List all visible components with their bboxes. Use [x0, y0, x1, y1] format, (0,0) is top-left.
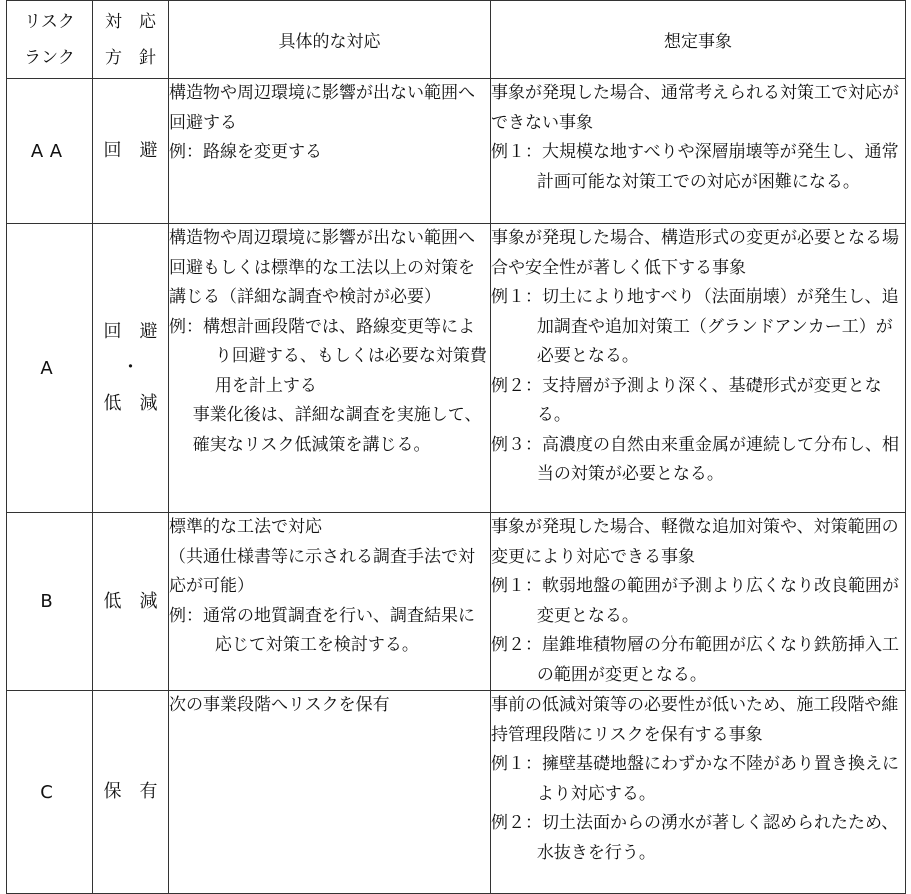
table-row — [7, 224, 906, 513]
event-cell: 事象が発現した場合、通常考えられる対策工で対応ができない事象 例１：大規模な地すべりや深層崩壊等が発生し、通常計画可能な対策工での対応が困難になる。 — [491, 79, 906, 224]
action-cell: 構造物や周辺環境に影響が出ない範囲へ回避もしくは標準的な工法以上の対策を講じる（詳細な調査や検討が必要） 例：構想計画段階では、路線変更等により回避する、もしくは必要な対策費用を計上する 事業化後は、詳細な調査を実施して、確実なリスク低減策を講じる。 — [169, 224, 491, 513]
risk-rank-cell: A — [7, 224, 93, 513]
action-cell: 標準的な工法で対応 （共通仕様書等に示される調査手法で対応が可能） 例：通常の地質調査を行い、調査結果に応じて対策工を検討する。 — [169, 513, 491, 691]
policy-cell: 回 避 ・ 低 減 — [93, 224, 169, 513]
event-cell: 事前の低減対策等の必要性が低いため、施工段階や維持管理段階にリスクを保有する事象 例１：擁壁基礎地盤にわずかな不陸があり置き換えにより対応する。 例２：切土法面からの湧水が著しく認められたため、水抜きを行う。 — [491, 691, 906, 894]
table-row — [7, 513, 906, 691]
risk-table-container — [6, 0, 905, 894]
event-cell: 事象が発現した場合、構造形式の変更が必要となる場合や安全性が著しく低下する事象 例１：切土により地すべり（法面崩壊）が発生し、追加調査や追加対策工（グランドアンカー工）が必要となる。 例２：支持層が予測より深く、基礎形式が変更となる。 例３：高濃度の自然由来重金属が連続して分布し、相当の対策が必要となる。 — [491, 224, 906, 513]
risk-rank-cell: C — [7, 691, 93, 894]
header-policy: 対 応 方 針 — [93, 1, 169, 79]
risk-rank-cell: B — [7, 513, 93, 691]
header-risk-rank: リスク ランク — [7, 1, 93, 79]
risk-rank-cell: AA — [7, 79, 93, 224]
policy-cell: 保 有 — [93, 691, 169, 894]
event-cell: 事象が発現した場合、軽微な追加対策や、対策範囲の変更により対応できる事象 例１：軟弱地盤の範囲が予測より広くなり改良範囲が変更となる。 例２：崖錐堆積物層の分布範囲が広くなり鉄筋挿入工の範囲が変更となる。 — [491, 513, 906, 691]
header-event: 想定事象 — [491, 1, 906, 79]
policy-cell: 回 避 — [93, 79, 169, 224]
policy-cell: 低 減 — [93, 513, 169, 691]
table-row — [7, 79, 906, 224]
header-row — [7, 1, 906, 79]
header-action: 具体的な対応 — [169, 1, 491, 79]
table-row — [7, 691, 906, 894]
risk-table — [6, 0, 906, 894]
action-cell: 構造物や周辺環境に影響が出ない範囲へ回避する 例：路線を変更する — [169, 79, 491, 224]
action-cell: 次の事業段階へリスクを保有 — [169, 691, 491, 894]
